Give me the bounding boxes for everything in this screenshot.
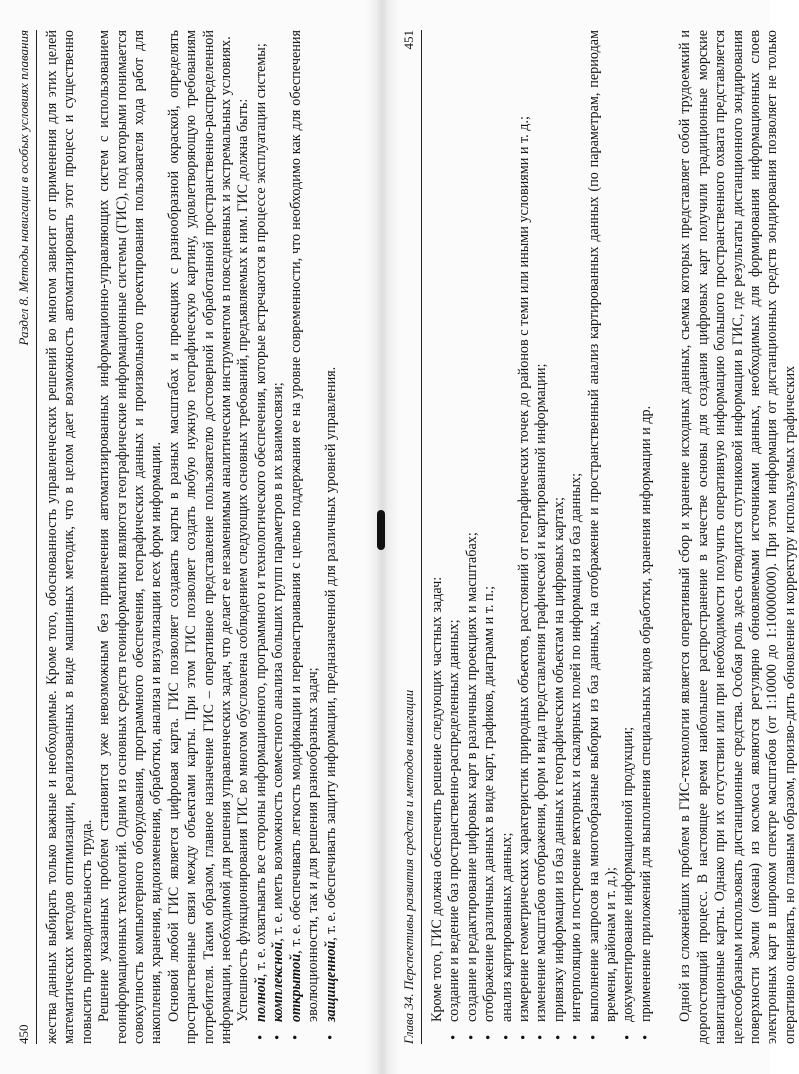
list-item [270,30,287,1044]
page-number: 451 [400,30,416,50]
left-page-header [16,30,37,1044]
left-page [0,0,385,1074]
term: полной [252,977,269,1022]
list-item: • изменение масштабов отображения, форм и вида представления графической и картированной информации; [533,30,550,1044]
right-page [385,0,798,1074]
right-page-body [428,30,798,1044]
right-page-header [401,30,422,1044]
paragraph: Решение указанных проблем становится уже невозможным без привлечения автоматизированных информационно-управляющих систем с использованием геоинформационных технологий. Одним из основных средств геоинформатики являются географические информационные системы (ГИС), под которыми понимается совокупность компьютерного оборудования, программного обеспечения, географических данных и произвольного проектирования пользователя хода работ для накопления, хранения, видоизменения, обработки, анализа и визуализации всех форм информации. [96,30,165,1044]
list-item: • применение приложений для выполнения специальных видов обработки, хранения информации и др. [637,30,654,1044]
tasks-list [446,30,655,1044]
left-page-body [44,30,371,1044]
list-item [288,30,323,1044]
list-item: • анализ картированных данных; [498,30,515,1044]
list-item-text: , т. е. обеспечивать легкость модификации и перенастраивания с целью поддержания ее на уровне современности, что необходимо как для обеспечения эволюционности, так и для решения разнообразных задач; [287,30,322,1022]
list-item: • измерение геометрических характеристик природных объектов, расстояний от географических точек до районов с теми или иными условиями и т. д.; [516,30,533,1044]
list-item: • интерполяцию и построение векторных и скалярных полей по информации из баз данных; [568,30,585,1044]
running-head: Раздел 8. Методы навигации в особых условиях плавания [16,30,31,346]
page-number: 450 [16,1024,31,1044]
paragraph: Одной из сложнейших проблем в ГИС-технологии является оперативный сбор и хранение исходных данных, съемка которых представляет собой трудоемкий и дорогостоящий процесс. В настоящее время наибольшее распространение в качестве основы для создания цифровых карт получили традиционные морские навигационные карты. Однако при их отсутствии или при необходимости получить оперативную информацию большого пространственного охвата представляется целесообразным использовать дистанционные средства. Особая роль здесь отводится спутниковой информации в ГИС, где результаты дистанционного зондирования поверхности Земли (океана) из космоса являются регулярно обновляемыми источниками данных, необходимых для формирования информационных слоев электронных карт в широком спектре масштабов (от 1:10000 до 1:10000000). При этом информация от дистанционных средств зондирования позволяет не только оперативно оценивать, но главным образом, произво-дить обновление и корректуру используемых графических [676,30,798,1044]
requirements-list [253,30,340,1044]
term: комплексной [270,941,287,1022]
term: открытой [287,953,304,1022]
paragraph: жества данных выбирать только важные и необходимые. Кроме того, обоснованность управленческих решений во многом зависит от применения для этих целей математических методов оптимизации, реализованных в виде машинных методик, что в целом дает возможность автоматизировать этот процесс и существенно повысить производительность труда. [44,30,95,1044]
paragraph: Успешность функционирования ГИС во многом обусловлена соблюдением следующих основных требований, предъявляемых к ним. ГИС должна быть: [235,98,252,1022]
list-item [253,30,270,1044]
list-item-text: , т. е. иметь возможность совместного анализа больших групп параметров в их взаимосвязи; [270,382,287,942]
list-item: • выполнение запросов на многообразные выборки из баз данных, на отображение и пространственный анализ картированных данных (по параметрам, периодам времени, районам и т. д.); [585,30,620,1044]
list-item: • создание и редактирование цифровых карт в различных проекциях и масштабах; [463,30,480,1044]
binding-mark [377,510,385,550]
list-item-text: , т. е. обеспечивать защиту информации, предназначенной для различных уровней управления. [322,366,339,941]
term: защищенной [322,940,339,1022]
list-item: • отображение различных данных в виде карт, графиков, диаграмм и т. п.; [481,30,498,1044]
list-item: • создание и ведение баз пространственно-распределенных данных; [446,30,463,1044]
paragraph: Основой любой ГИС является цифровая карта. ГИС позволяет создавать карты в разных масштабах и проекциях с разнообразной окраской, определять пространственные связи между объектами карты. При этом ГИС позволяет создать любую нужную географическую картину, удовлетворяющую требованиям потребителя. Таким образом, главное назначение ГИС – оперативное представление пользователю достоверной и обработанной пространственно-распределенной информации, необходимой для решения управленческих задач, что делает ее незаменимым аналитическим инструментом в повседневных и экстремальных условиях. [165,30,235,1044]
list-item: • привязку информации из баз данных к географическим объектам на цифровых картах; [550,30,567,1044]
list-item-text: , т. е. охватывать все стороны информационного, программного и технологического обеспечения, которые встречаются в процессе эксплуатации системы; [252,43,269,978]
running-head: Глава 34. Перспективы развития средств и методов навигации [400,689,416,1044]
list-item: • документирование информационной продукции; [620,30,637,1044]
paragraph: Кроме того, ГИС должна обеспечить решение следующих частных задач: [428,576,445,1022]
list-item [323,30,340,1044]
